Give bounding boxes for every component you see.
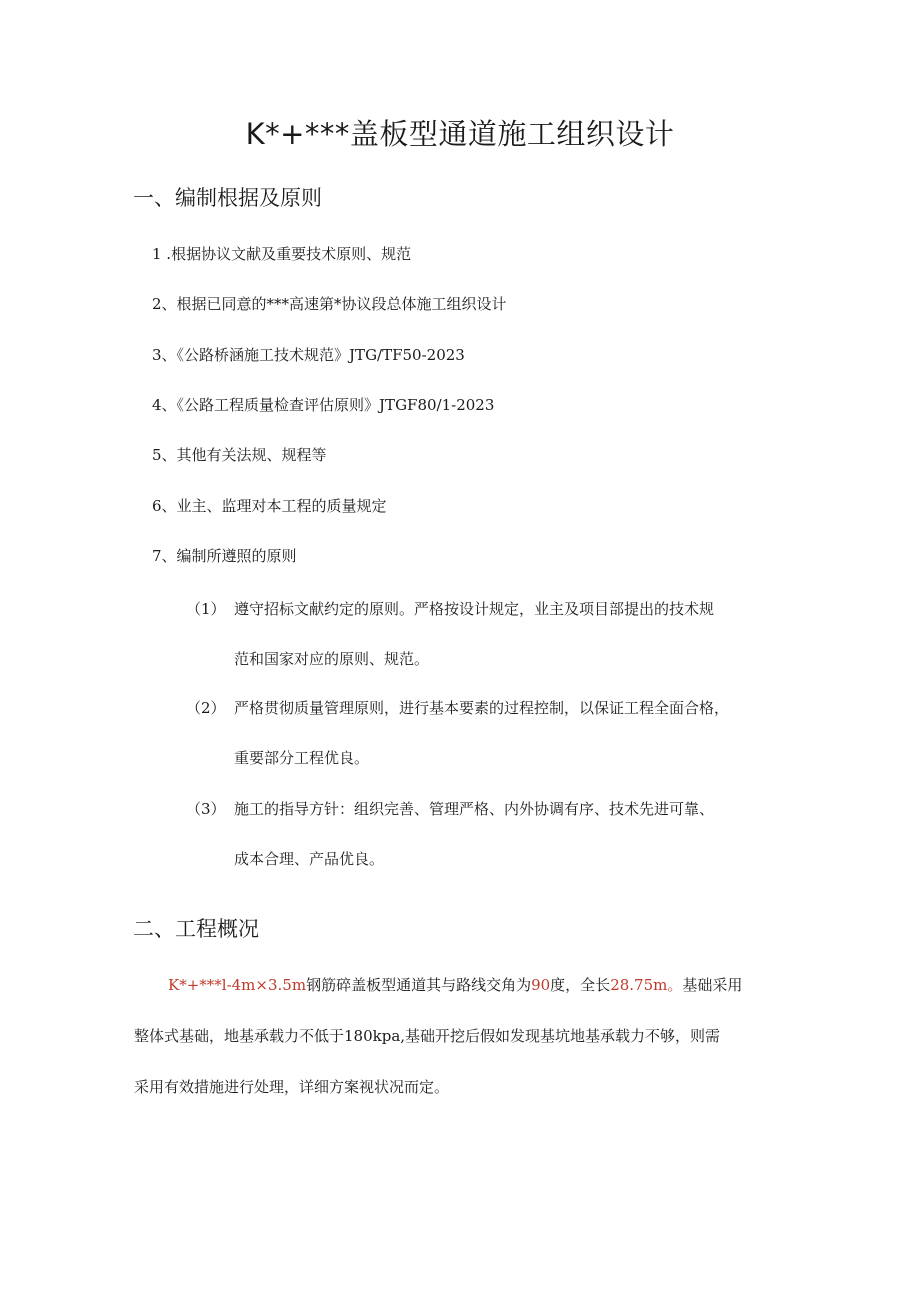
principle-number: （1）: [186, 600, 226, 618]
structure-spec: K*+***l-4m×3.5m: [168, 976, 307, 994]
principle-number: （2）: [186, 699, 226, 717]
total-length: 28.75m。: [610, 976, 683, 994]
overview-paragraph-line-3: 采用有效措施进行处理，详细方案视状况而定。: [134, 1078, 450, 1096]
basis-item-2: 2、根据已同意的***高速第*协议段总体施工组织设计: [152, 295, 507, 313]
basis-item-7: 7、编制所遵照的原则: [152, 547, 297, 565]
basis-item-6: 6、业主、监理对本工程的质量规定: [152, 497, 387, 515]
basis-item-1: 1 .根据协议文献及重要技术原则、规范: [152, 245, 412, 263]
basis-item-3: 3、《公路桥涵施工技术规范》JTG/TF50-2023: [152, 346, 465, 364]
principle-3: [186, 798, 714, 819]
principle-2-continuation: 重要部分工程优良。: [234, 749, 370, 767]
section-heading-basis: 一、编制根据及原则: [133, 186, 322, 210]
principle-number: （3）: [186, 800, 226, 818]
principle-text: 遵守招标文献约定的原则。严格按设计规定，业主及项目部提出的技术规: [234, 600, 715, 618]
principle-1-continuation: 范和国家对应的原则、规范。: [234, 650, 430, 668]
crossing-angle: 90: [531, 976, 551, 994]
overview-paragraph-line-1: [168, 974, 742, 995]
basis-item-4: 4、《公路工程质量检查评估原则》JTGF80/1-2023: [152, 396, 495, 414]
principle-text: 施工的指导方针：组织完善、管理严格、内外协调有序、技术先进可靠、: [234, 800, 715, 818]
principle-1: [186, 598, 714, 619]
section-heading-overview: 二、工程概况: [133, 917, 259, 941]
principle-3-continuation: 成本合理、产品优良。: [234, 850, 385, 868]
document-title: K*+***盖板型通道施工组织设计: [245, 117, 675, 151]
overview-paragraph-line-2: 整体式基础，地基承载力不低于180kpa,基础开挖后假如发现基坑地基承载力不够，则需: [134, 1027, 721, 1045]
principle-text: 严格贯彻质量管理原则，进行基本要素的过程控制，以保证工程全面合格，: [234, 699, 730, 717]
overview-text: 基础采用: [682, 976, 743, 994]
basis-item-5: 5、其他有关法规、规程等: [152, 446, 327, 464]
overview-text: 钢筋碎盖板型通道其与路线交角为: [306, 976, 532, 994]
overview-text: 度，全长: [550, 976, 611, 994]
principle-2: [186, 697, 729, 718]
